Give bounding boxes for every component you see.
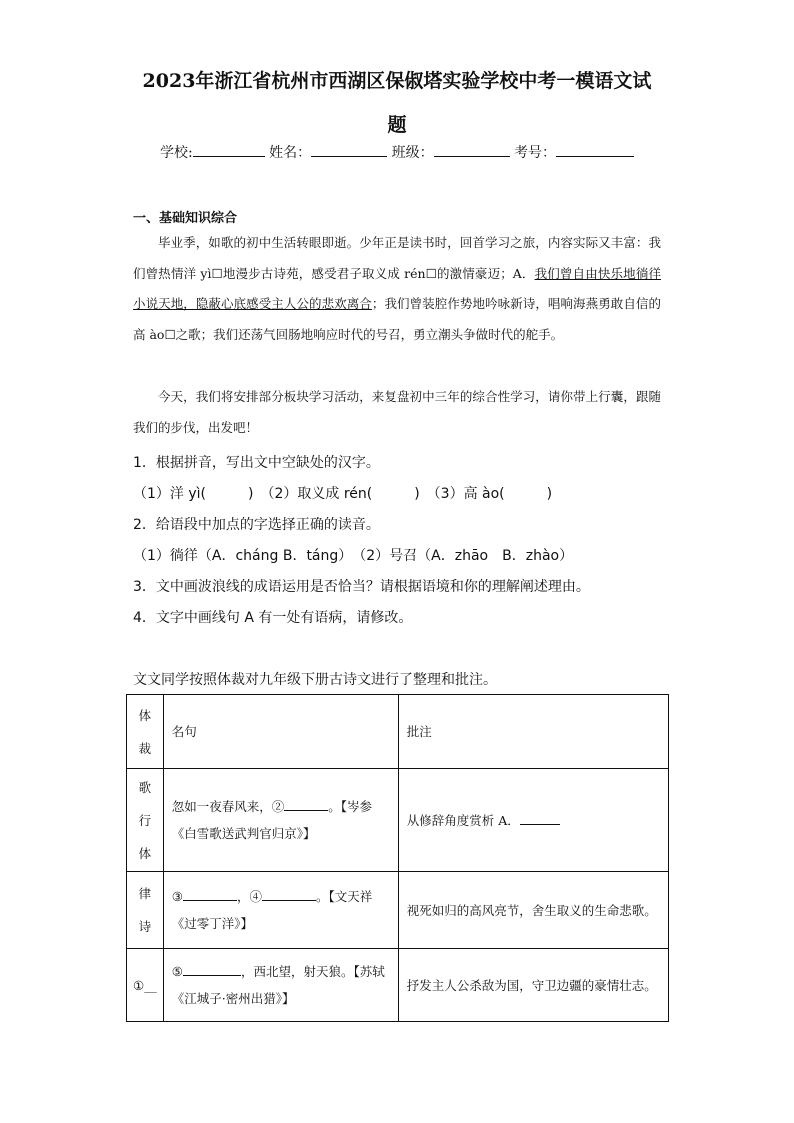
answer-blank-4[interactable] — [262, 887, 316, 901]
blank-box-2: ☐ — [425, 265, 437, 281]
answer-blank-5[interactable] — [183, 962, 241, 976]
school-label: 学校: — [159, 145, 193, 161]
blank-box-1: ☐ — [211, 265, 223, 281]
poetry-table — [126, 694, 669, 1022]
class-blank[interactable] — [434, 142, 510, 157]
name-blank[interactable] — [311, 142, 387, 157]
table-header-row — [127, 695, 669, 769]
question-4: 4．文字中画线句 A 有一处有语病，请修改。 — [133, 610, 413, 626]
question-3: 3．文中画波浪线的成语运用是否恰当？请根据语境和你的理解阐述理由。 — [133, 579, 590, 595]
row-note: 抒发主人公杀敌为国，守卫边疆的豪情壮志。 — [398, 949, 668, 1022]
class-label: 班级： — [391, 145, 434, 161]
number-label: 考号： — [514, 145, 557, 161]
section-heading: 一、基础知识综合 — [133, 211, 238, 226]
table-row — [127, 872, 669, 949]
answer-blank-3[interactable] — [183, 887, 237, 901]
table-row — [127, 949, 669, 1022]
row-genre: 律诗 — [127, 872, 164, 949]
question-2: 2．给语段中加点的字选择正确的读音。 — [133, 517, 380, 533]
page-title-line2: 题 — [387, 114, 407, 136]
passage-paragraph-2: 今天，我们将安排部分板块学习活动，来复盘初中三年的综合性学习，请你带上行囊，跟随我们的步伐，出发吧！ — [133, 389, 661, 435]
question-1: 1．根据拼音，写出文中空缺处的汉字。 — [133, 455, 380, 471]
number-blank[interactable] — [556, 142, 634, 157]
header-quote: 名句 — [163, 695, 398, 769]
school-blank[interactable] — [193, 142, 265, 157]
answer-blank-2[interactable] — [284, 797, 328, 811]
blank-box-3: ☐ — [164, 326, 176, 342]
row-genre: 歌行体 — [127, 769, 164, 872]
answer-blank-a[interactable] — [520, 811, 560, 825]
name-label: 姓名： — [269, 145, 312, 161]
row-genre: ①__ — [127, 949, 164, 1022]
row-quote: ⑤ ，西北望，射天狼。【苏轼《江城子·密州出猎》】 — [163, 949, 398, 1022]
question-1-subitems: （1）洋 yì( ) （2）取义成 rén( ) （3）高 ào( ) — [133, 486, 553, 502]
row-quote: 忽如一夜春风来，② 。【岑参《白雪歌送武判官归京》】 — [163, 769, 398, 872]
table-row — [127, 769, 669, 872]
underlined-sentence-a: 我们曾自由快乐地徜徉小说天地，隐蔽心底感受主人公的悲欢离合 — [133, 265, 661, 312]
question-2-subitems: （1）徜徉（A．cháng B．táng） （2）号召（A．zhāo B．zhào） — [133, 548, 574, 564]
table-intro: 文文同学按照体裁对九年级下册古诗文进行了整理和批注。 — [133, 672, 497, 688]
page-title: 2023年浙江省杭州市西湖区保俶塔实验学校中考一模语文试 — [142, 70, 652, 92]
row-note: 从修辞角度赏析 A． — [398, 769, 668, 872]
row-note: 视死如归的高风亮节，舍生取义的生命悲歌。 — [398, 872, 668, 949]
header-genre: 体裁 — [127, 695, 164, 769]
passage-paragraph-1: 毕业季，如歌的初中生活转眼即逝。少年正是读书时，回首学习之旅，内容实际又丰富：我们曾热情洋 yì☐地漫步古诗苑，感受君子取义成 rén☐的激情豪迈；A．我们曾自由快乐地徜徉小说天地，隐蔽心底感受主人公的悲欢离合；我们曾装腔作势地吟咏新诗，唱响海燕勇敢自信的高 ào☐之歌；我们还荡气回肠地响应时代的号召，勇立潮头争做时代的舵手。 — [133, 235, 661, 342]
row-quote: ③ ，④ 。【文天祥《过零丁洋》】 — [163, 872, 398, 949]
student-info-fields — [0, 142, 794, 162]
header-note: 批注 — [398, 695, 668, 769]
